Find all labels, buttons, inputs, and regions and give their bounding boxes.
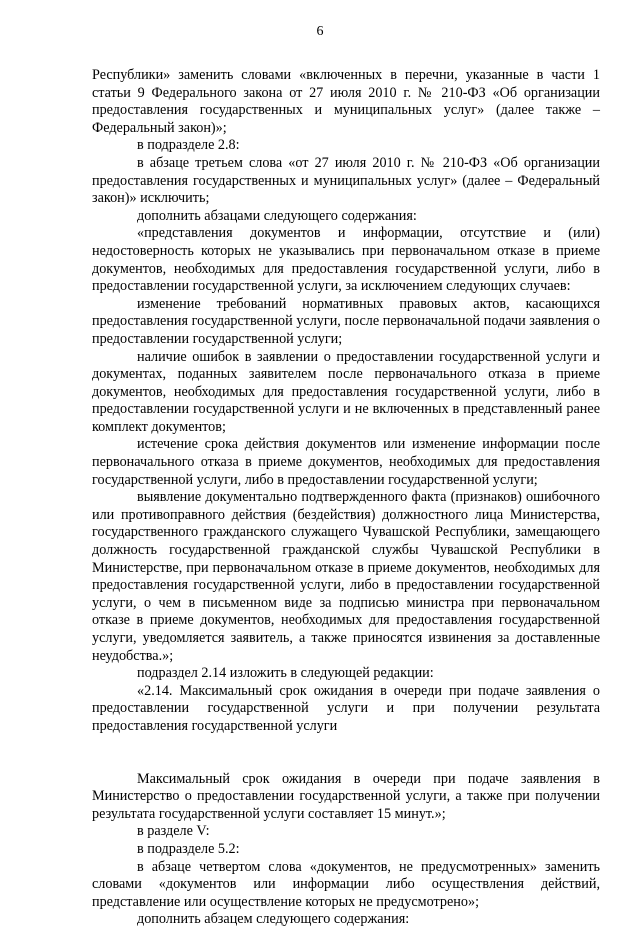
paragraph: в подразделе 5.2: (137, 840, 240, 857)
paragraph: изменение требований нормативных правовых актов, касающихся предоставления государственной услуги, после первоначальной подачи заявления о предоставлении государственной услуги; (92, 295, 600, 347)
paragraph: в абзаце третьем слова «от 27 июля 2010 г. № 210-ФЗ «Об организации предоставления государственных и муниципальных услуг» (далее – Федеральный закон)» исключить; (92, 154, 600, 207)
paragraph: выявление документально подтвержденного факта (признаков) ошибочного или противоправного действия (бездействия) должностного лица Министерства, государственного гражданского служащего Чувашской Республики, замещающего должность государственной гражданской службы Чувашской Республики в Министерстве, при первоначальном отказе в приеме документов, необходимых для предоставления государственной услуги, либо в предоставлении государственной услуги, о чем в письменном виде за подписью министра при первоначальном отказе в приеме документов, необходимых для предоставления государственной услуги, уведомляется заявитель, а также приносятся извинения за доставленные неудобства.»; (92, 489, 600, 664)
paragraph: в подразделе 2.8: (137, 137, 240, 154)
paragraph: в разделе V: (137, 823, 210, 840)
paragraph: «представления документов и информации, отсутствие и (или) недостоверность которых не указывались при первоначальном отказе в приеме документов, необходимых для предоставления государственной услуги, либо в предоставлении государственной услуги, за исключением следующих случаев: (92, 225, 600, 295)
paragraph: Республики» заменить словами «включенных в перечни, указанные в части 1 статьи 9 Федерального закона от 27 июля 2010 г. № 210-ФЗ «Об организации предоставления государственных и муниципальных услуг» (далее также – Федеральный закон)»; (92, 67, 600, 136)
paragraph: дополнить абзацами следующего содержания: (137, 207, 417, 224)
paragraph: дополнить абзацем следующего содержания: (137, 911, 410, 928)
paragraph: «2.14. Максимальный срок ожидания в очереди при подаче заявления о предоставлении государственной услуги и при получении результата предоставления государственной услуги (92, 682, 600, 734)
paragraph: в абзаце четвертом слова «документов, не предусмотренных» заменить словами «документов или информации либо осуществления действий, представление или осуществление которых не предусмотрено»; (92, 858, 600, 910)
page-number: 6 (316, 24, 324, 39)
paragraph: Максимальный срок ожидания в очереди при подаче заявления в Министерство о предоставлении государственной услуги, а также при получении результата государственной услуги составляет 15 минут.»; (92, 770, 600, 822)
paragraph: подраздел 2.14 изложить в следующей редакции: (137, 665, 434, 682)
blank-line (92, 736, 600, 771)
document-body (92, 67, 600, 929)
paragraph: наличие ошибок в заявлении о предоставлении государственной услуги и документах, поданных заявителем после первоначального отказа в приеме документов, необходимых для предоставления государственной услуги, либо в предоставлении государственной услуги и не включенных в представленный ранее комплект документов; (92, 348, 600, 435)
paragraph: истечение срока действия документов или изменение информации после первоначального отказа в приеме документов, необходимых для предоставления государственной услуги, либо в предоставлении государственной услуги; (92, 436, 600, 488)
